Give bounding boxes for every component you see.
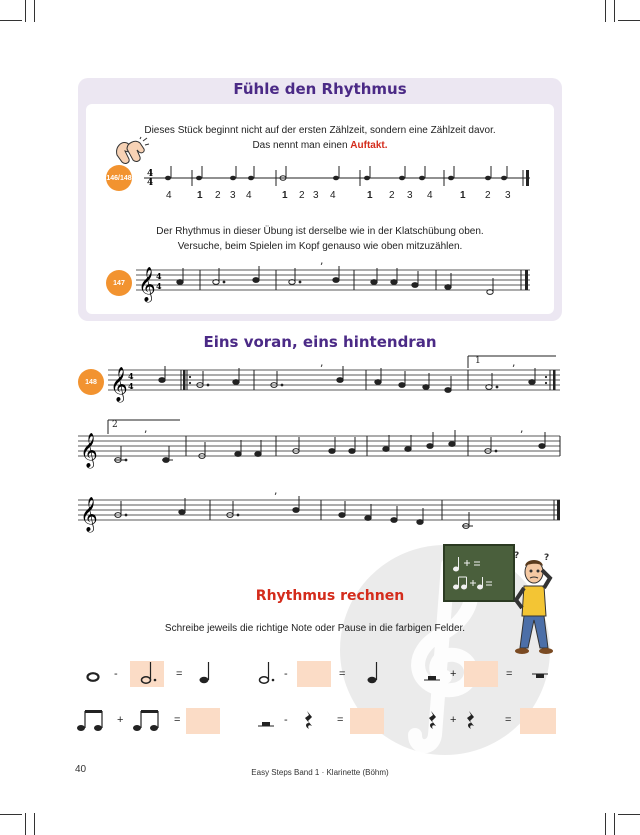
- intro-line-2: [120, 138, 520, 153]
- count-number: 3: [407, 190, 413, 201]
- count-number: 2: [299, 190, 305, 201]
- instruction-line-3: Der Rhythmus in dieser Übung ist derselbe wie in der Klatschübung oben.: [156, 226, 484, 237]
- svg-text:’: ’: [320, 262, 324, 273]
- svg-text:’: ’: [274, 492, 278, 503]
- intro-line-2-text: Das nennt man einen: [252, 140, 351, 151]
- svg-text:𝄞: 𝄞: [110, 367, 128, 402]
- answer-cell[interactable]: [297, 661, 331, 687]
- section-title-eins-voran: Eins voran, eins hintendran: [203, 333, 437, 351]
- crop-mark: [605, 813, 606, 835]
- dotted-half-note-icon: [258, 660, 278, 684]
- exercise-badge-147: 147: [106, 270, 132, 296]
- half-rest-icon: [258, 720, 274, 728]
- section-title-rhythmus-rechnen: Rhythmus rechnen: [255, 588, 405, 604]
- plus-operator: +: [450, 714, 457, 726]
- crop-mark: [0, 20, 22, 21]
- plus-operator: +: [450, 668, 457, 680]
- auftakt-term: Auftakt.: [350, 140, 388, 151]
- section-title-rhythm: Fühle den Rhythmus: [233, 80, 407, 98]
- equals-operator: =: [176, 668, 183, 680]
- crop-mark: [34, 0, 35, 22]
- whole-rest-icon: [532, 672, 548, 680]
- crop-mark: [614, 813, 615, 835]
- equals-operator: =: [339, 668, 346, 680]
- crop-mark: [618, 814, 640, 815]
- equals-operator: =: [174, 714, 181, 726]
- svg-text:4: 4: [128, 371, 134, 381]
- book-title-footer: Easy Steps Band 1 · Klarinette (Böhm): [251, 768, 389, 777]
- page-number: 40: [75, 764, 87, 775]
- exercise-badge-146: 146/148: [106, 165, 132, 191]
- music-staff-147: [136, 264, 532, 304]
- equals-operator: =: [505, 714, 512, 726]
- dotted-half-note-icon: [140, 660, 160, 684]
- equals-operator: =: [337, 714, 344, 726]
- eighth-notes-pair-icon: [76, 708, 106, 732]
- count-number: 1: [460, 190, 466, 201]
- svg-text:’: ’: [320, 364, 324, 375]
- svg-text:𝄞: 𝄞: [80, 433, 98, 468]
- svg-text:’: ’: [512, 364, 516, 375]
- crop-mark: [618, 20, 640, 21]
- crop-mark: [0, 814, 22, 815]
- volta-ending-2-label: 2: [112, 420, 118, 430]
- equals-operator: =: [506, 668, 513, 680]
- crop-mark: [25, 813, 26, 835]
- quarter-note-icon: [198, 660, 212, 684]
- answer-cell[interactable]: [186, 708, 220, 734]
- svg-text:’: ’: [520, 430, 524, 441]
- count-number: 2: [485, 190, 491, 201]
- count-number: 3: [313, 190, 319, 201]
- svg-text:?: ?: [544, 553, 550, 563]
- count-number: 3: [505, 190, 511, 201]
- svg-text:?: ?: [514, 551, 520, 561]
- crop-mark: [605, 0, 606, 22]
- music-staff-148-line-1: [108, 354, 562, 404]
- whole-note-icon: [86, 672, 100, 682]
- svg-text:4: 4: [156, 281, 162, 291]
- svg-text:4: 4: [128, 381, 134, 391]
- music-staff-148-line-3: [78, 488, 562, 538]
- crop-mark: [34, 813, 35, 835]
- svg-text:4: 4: [147, 178, 154, 188]
- quarter-rest-icon: [304, 710, 314, 730]
- exercise-badge-148: 148: [78, 369, 104, 395]
- count-number: 2: [215, 190, 221, 201]
- music-staff-148-line-2: [78, 418, 562, 468]
- intro-line-1: Dieses Stück beginnt nicht auf der ersten Zählzeit, sondern eine Zählzeit davor.: [144, 125, 496, 136]
- thinking-person-illustration: [512, 548, 562, 656]
- crop-mark: [614, 0, 615, 22]
- count-number: 2: [389, 190, 395, 201]
- chalkboard-icon: [444, 545, 514, 601]
- count-number: 4: [427, 190, 433, 201]
- answer-cell[interactable]: [520, 708, 556, 734]
- volta-ending-1-label: 1: [475, 356, 481, 366]
- svg-text:4: 4: [147, 169, 154, 179]
- half-rest-icon: [424, 674, 440, 682]
- count-number: 4: [330, 190, 336, 201]
- minus-operator: -: [284, 714, 288, 726]
- count-number: 1: [197, 190, 203, 201]
- answer-cell[interactable]: [464, 661, 498, 687]
- quarter-rest-icon: [428, 710, 438, 730]
- svg-text:𝄞: 𝄞: [80, 497, 98, 532]
- minus-operator: -: [284, 668, 288, 680]
- minus-operator: -: [114, 668, 118, 680]
- count-number: 1: [367, 190, 373, 201]
- answer-cell[interactable]: [350, 708, 384, 734]
- count-number: 1: [282, 190, 288, 201]
- count-number: 4: [166, 190, 172, 201]
- crop-mark: [25, 0, 26, 22]
- count-number: 3: [230, 190, 236, 201]
- instruction-line-4: Versuche, beim Spielen im Kopf genauso wie oben mitzuzählen.: [177, 241, 463, 252]
- eighth-notes-pair-icon: [132, 708, 162, 732]
- quarter-rest-icon: [466, 710, 476, 730]
- svg-text:4: 4: [156, 271, 162, 281]
- svg-text:’: ’: [144, 430, 148, 441]
- plus-operator: +: [117, 714, 124, 726]
- rhythm-line: [140, 162, 532, 192]
- quarter-note-icon: [366, 660, 380, 684]
- svg-text:𝄞: 𝄞: [138, 267, 156, 302]
- count-number: 4: [246, 190, 252, 201]
- instruction-text: Schreibe jeweils die richtige Note oder Pause in die farbigen Felder.: [164, 623, 466, 634]
